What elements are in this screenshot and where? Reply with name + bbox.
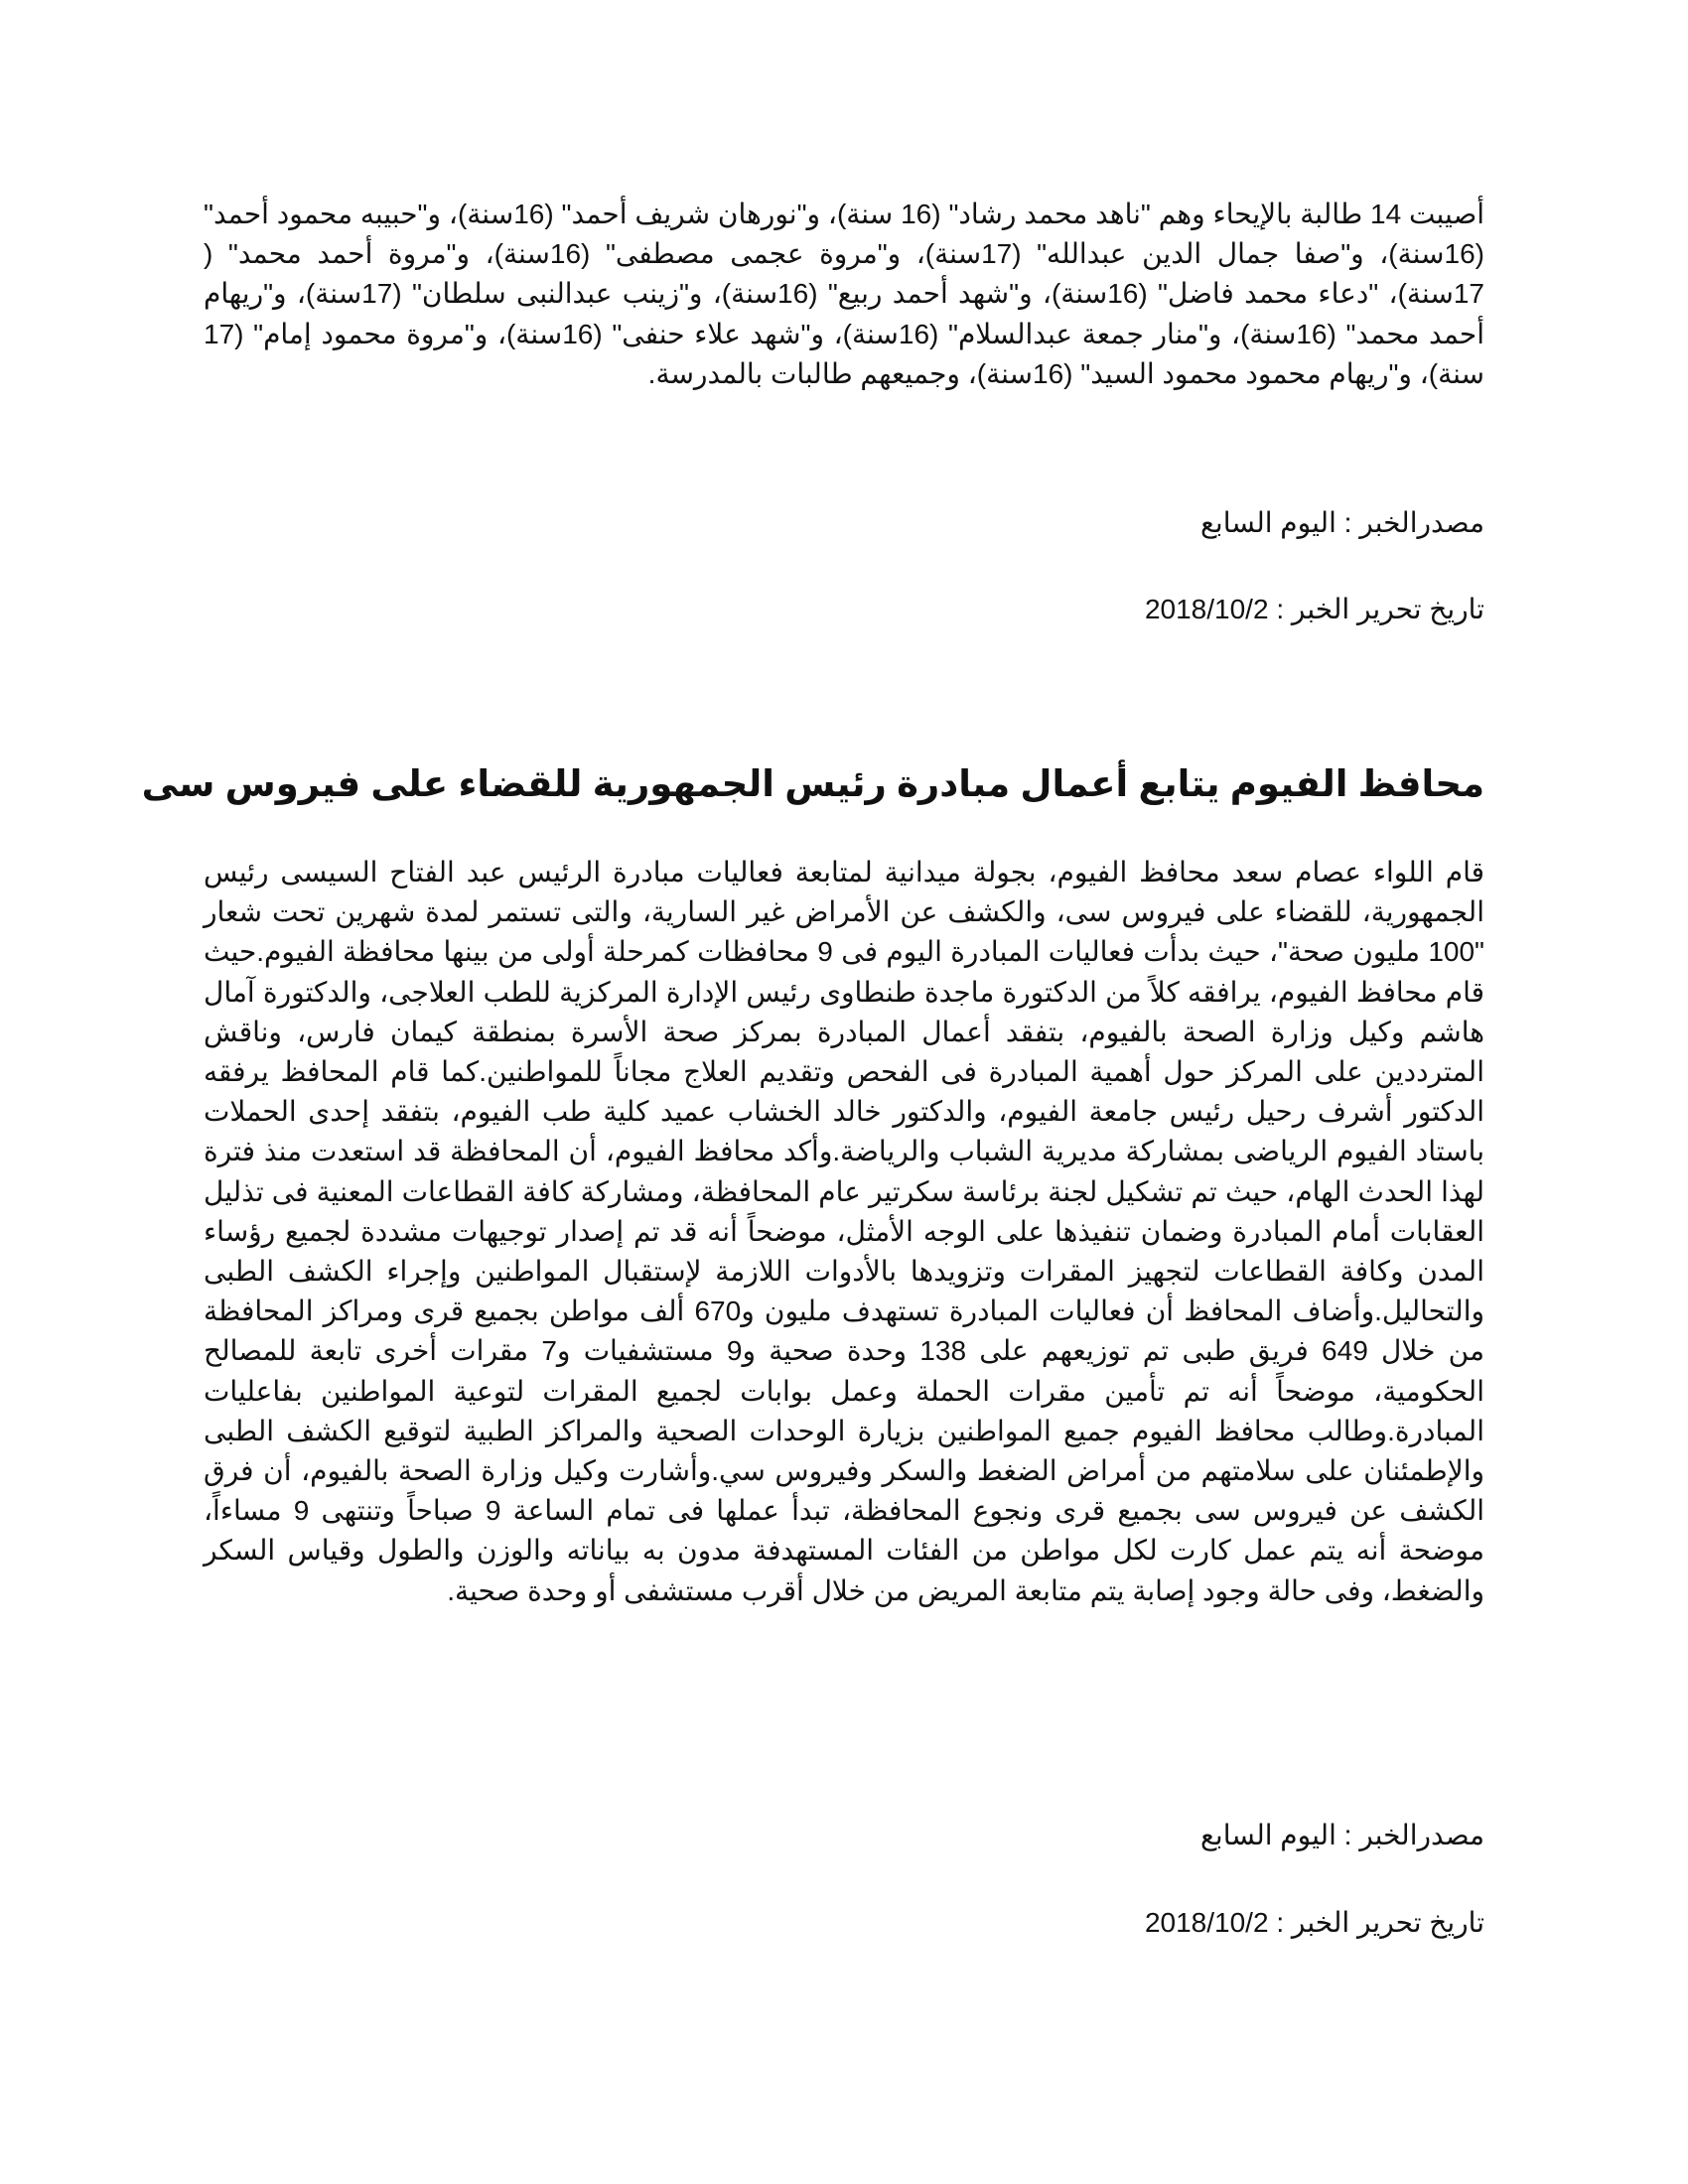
article-1-source: مصدرالخبر : اليوم السابع	[1200, 507, 1484, 538]
article-1-body-block	[204, 195, 1484, 394]
article-2-body: قام اللواء عصام سعد محافظ الفيوم، بجولة ميدانية لمتابعة فعاليات مبادرة الرئيس عبد الفتاح السيسى رئيس الجمهورية، للقضاء على فيروس سى، والكشف عن الأمراض غير السارية، والتى تستمر لمدة شهرين تحت شعار "100 مليون صحة"، حيث بدأت فعاليات المبادرة اليوم فى 9 محافظات كمرحلة أولى من بينها محافظة الفيوم.حيث قام محافظ الفيوم، يرافقه كلاً من الدكتورة ماجدة طنطاوى رئيس الإدارة المركزية للطب العلاجى، والدكتورة آمال هاشم وكيل وزارة الصحة بالفيوم، بتفقد أعمال المبادرة بمركز صحة الأسرة بمنطقة كيمان فارس، وناقش المترددين على المركز حول أهمية المبادرة فى الفحص وتقديم العلاج مجاناً للمواطنين.كما قام المحافظ يرفقه الدكتور أشرف رحيل رئيس جامعة الفيوم، والدكتور خالد الخشاب عميد كلية طب الفيوم، بتفقد إحدى الحملات باستاد الفيوم الرياضى بمشاركة مديرية الشباب والرياضة.وأكد محافظ الفيوم، أن المحافظة قد استعدت منذ فترة لهذا الحدث الهام، حيث تم تشكيل لجنة برئاسة سكرتير عام المحافظة، ومشاركة كافة القطاعات المعنية فى تذليل العقابات أمام المبادرة وضمان تنفيذها على الوجه الأمثل، موضحاً أنه قد تم إصدار توجيهات مشددة لجميع رؤساء المدن وكافة القطاعات لتجهيز المقرات وتزويدها بالأدوات اللازمة لإستقبال المواطنين وإجراء الكشف الطبى والتحاليل.وأضاف المحافظ أن فعاليات المبادرة تستهدف مليون و670 ألف مواطن بجميع قرى ومراكز المحافظة من خلال 649 فريق طبى تم توزيعهم على 138 وحدة صحية و9 مستشفيات و7 مقرات أخرى تابعة للمصالح الحكومية، موضحاً أنه تم تأمين مقرات الحملة وعمل بوابات لجميع المقرات لتوعية المواطنين بفاعليات المبادرة.وطالب محافظ الفيوم جميع المواطنين بزيارة الوحدات الصحية والمراكز الطبية لتوقيع الكشف الطبى والإطمئنان على سلامتهم من أمراض الضغط والسكر وفيروس سي.وأشارت وكيل وزارة الصحة بالفيوم، أن فرق الكشف عن فيروس سى بجميع قرى ونجوع المحافظة، تبدأ عملها فى تمام الساعة 9 صباحاً وتنتهى 9 مساءاً، موضحة أنه يتم عمل كارت لكل مواطن من الفئات المستهدفة مدون به بياناته والوزن والطول وقياس السكر والضغط، وفى حالة وجود إصابة يتم متابعة المريض من خلال أقرب مستشفى أو وحدة صحية.	[204, 857, 1485, 1606]
article-2-source: مصدرالخبر : اليوم السابع	[1200, 1820, 1484, 1850]
article-2-body-block	[204, 853, 1484, 1611]
article-1-body: أصيبت 14 طالبة بالإيحاء وهم "ناهد محمد رشاد" (16 سنة)، و"نورهان شريف أحمد" (16سنة)، و"حبيبه محمود أحمد" (16سنة)، و"صفا جمال الدين عبدالله" (17سنة)، و"مروة عجمى مصطفى" (16سنة)، و"مروة أحمد محمد" ( 17سنة)، "دعاء محمد فاضل" (16سنة)، و"شهد أحمد ربيع" (16سنة)، و"زينب عبدالنبى سلطان" (17سنة)، و"ريهام أحمد محمد" (16سنة)، و"منار جمعة عبدالسلام" (16سنة)، و"شهد علاء حنفى" (16سنة)، و"مروة محمود إمام" (17 سنة)، و"ريهام محمود محمود السيد" (16سنة)، وجميعهم طالبات بالمدرسة.	[204, 199, 1484, 389]
article-2-date: تاريخ تحرير الخبر : 2018/10/2	[1144, 1907, 1484, 1938]
article-1-date: تاريخ تحرير الخبر : 2018/10/2	[1144, 594, 1484, 624]
article-2-headline: محافظ الفيوم يتابع أعمال مبادرة رئيس الجمهورية للقضاء على فيروس سى	[141, 763, 1484, 804]
